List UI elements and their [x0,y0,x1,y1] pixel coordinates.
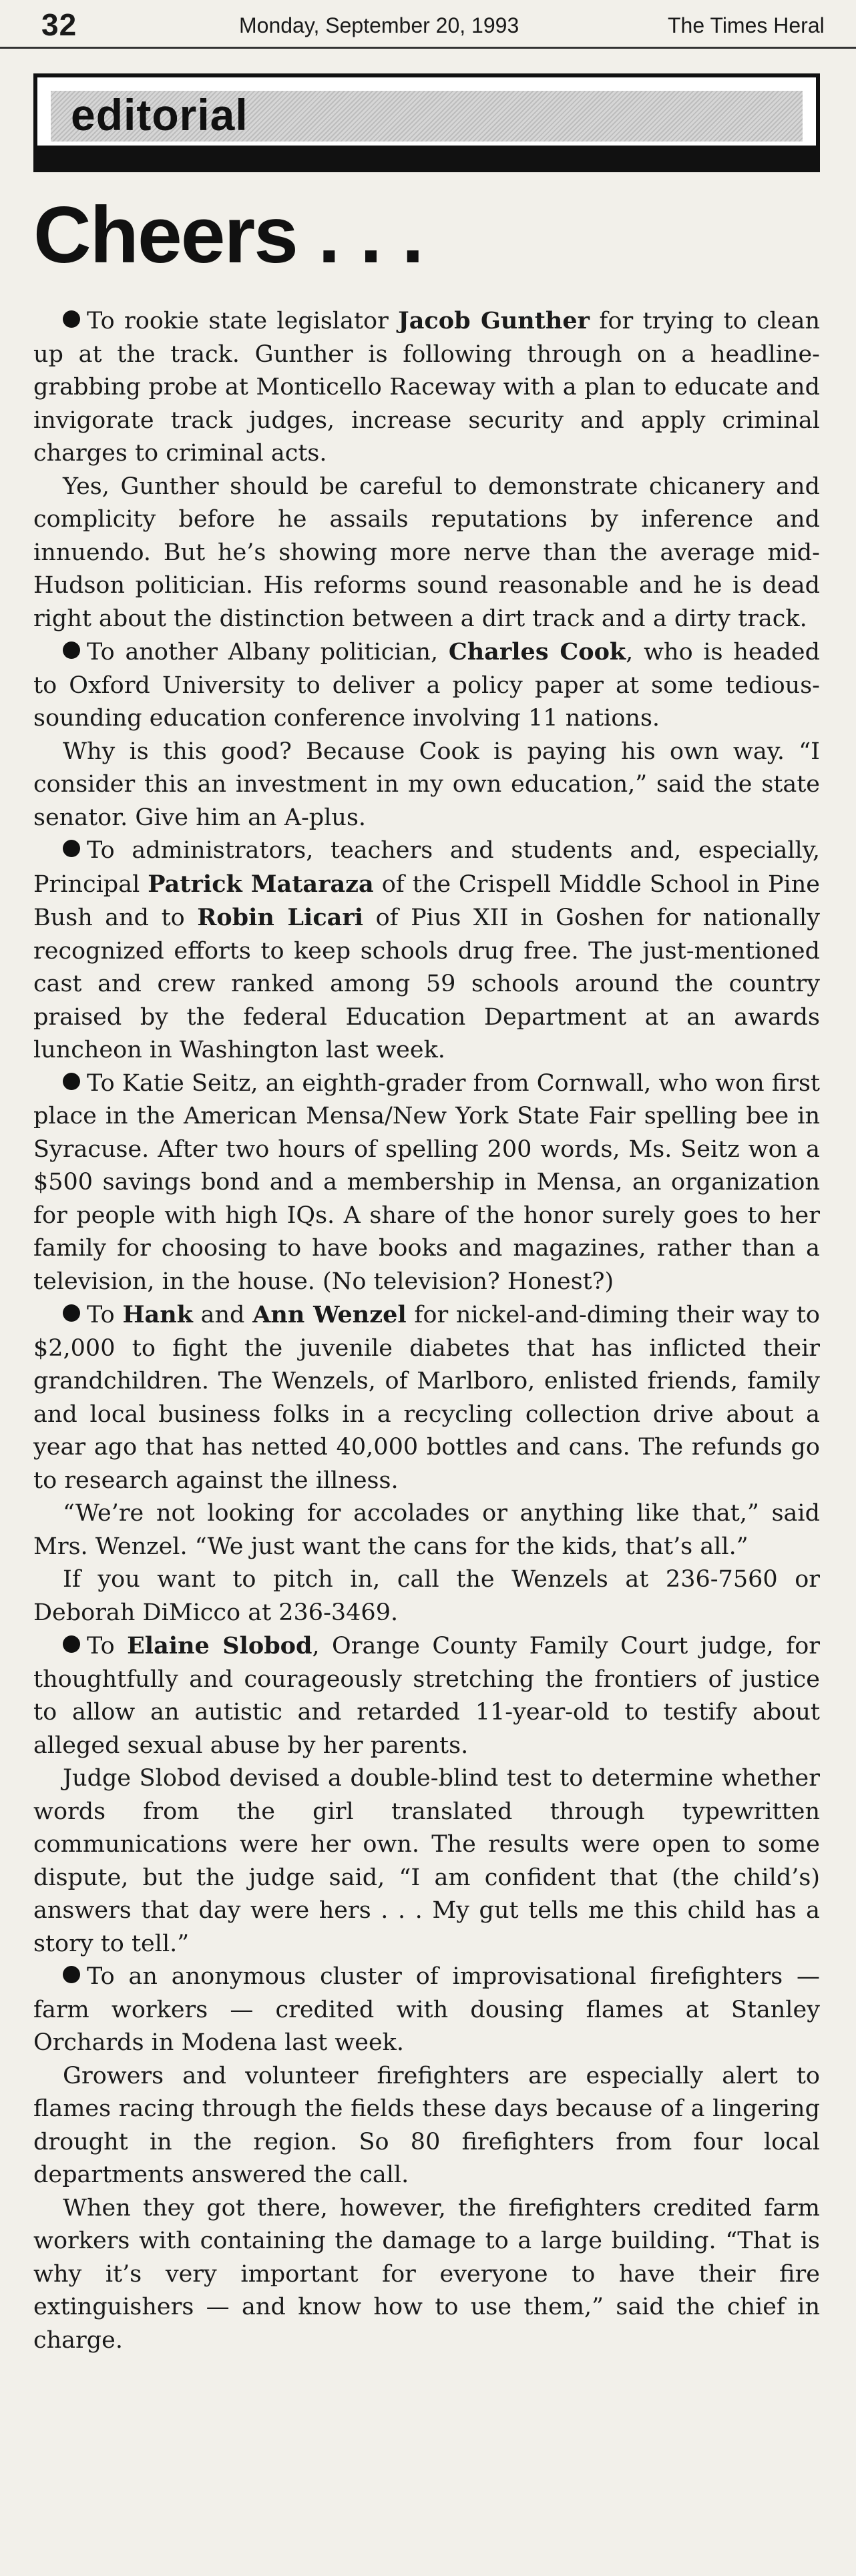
person-name: Hank [122,1301,193,1328]
paragraph: To Hank and Ann Wenzel for nickel-and-diming their way to $2,000 to fight the juvenile diabetes that has inflicted their grandchildren. The Wenzels, of Marlboro, enlisted friends, family and local business folks in a recycling collection drive about a year ago that has netted 40,000 bottles and cans. The refunds go to research against the illness. [33,1301,820,1494]
bullet-icon [63,1304,80,1322]
section-label: editorial [71,90,248,140]
bullet-icon [63,310,80,328]
paragraph: To an anonymous cluster of improvisational firefighters — farm workers — credited with dousing flames at Stanley Orchards in Modena last week. [33,1963,820,2056]
paragraph: Growers and volunteer firefighters are especially alert to flames racing through the fields these days because of a lingering drought in the region. So 80 firefighters from four local departments answered the call. [33,2062,820,2188]
bullet-icon [63,641,80,659]
paragraph: To administrators, teachers and students and, especially, Principal Patrick Mataraza of the Crispell Middle School in Pine Bush and to Robin Licari of Pius XII in Goshen for nationally recognized efforts to keep schools drug free. The just-mentioned cast and crew ranked among 59 schools around the country praised by the federal Education Department at an awards luncheon in Washington last week. [33,837,820,1063]
paragraph: To another Albany politician, Charles Cook, who is headed to Oxford University to deliver a policy paper at some tedious-sounding education conference involving 11 nations. [33,638,820,732]
paragraph: To Katie Seitz, an eighth-grader from Cornwall, who won first place in the American Mensa/New York State Fair spelling bee in Syracuse. After two hours of spelling 200 words, Ms. Seitz won a $500 savings bond and a membership in Mensa, an organization for people with high IQs. A share of the honor surely goes to her family for choosing to have books and magazines, rather than a television, in the house. (No television? Honest?) [33,1069,820,1295]
newspaper-name: The Times Heral [668,13,825,37]
paragraph: When they got there, however, the firefighters credited farm workers with containing the damage to a large building. “That is why it’s very important for everyone to have their fire extinguishers — and know how to use them,” said the chief in charge. [33,2194,820,2354]
masthead [0,0,856,49]
paragraph: Yes, Gunther should be careful to demonstrate chicanery and complicity before he assails reputations by inference and innuendo. But he’s showing more nerve than the average mid-Hudson politician. His reforms sound reasonable and he is dead right about the distinction between a dirt track and a dirty track. [33,473,820,632]
person-name: Charles Cook [448,638,626,666]
person-name: Robin Licari [197,904,364,931]
bullet-icon [63,1635,80,1653]
person-name: Ann Wenzel [252,1301,407,1328]
paragraph: To rookie state legislator Jacob Gunther for trying to clean up at the track. Gunther is following through on a headline-grabbing probe at Monticello Raceway with a plan to educate and invigorate track judges, increase security and apply criminal charges to criminal acts. [33,307,820,467]
dateline: Monday, September 20, 1993 [239,13,519,37]
person-name: Jacob Gunther [398,307,590,334]
section-banner [33,73,820,172]
bullet-icon [63,1073,80,1090]
paragraph: Judge Slobod devised a double-blind test to determine whether words from the girl translated through typewritten communications were her own. The results were open to some dispute, but the judge said, “I am confident that (the child’s) answers that day were hers . . . My gut tells me this child has a story to tell.” [33,1765,820,1957]
paragraph: If you want to pitch in, call the Wenzels at 236-7560 or Deborah DiMicco at 236-3469. [33,1566,820,1626]
bullet-icon [63,840,80,857]
paragraph: “We’re not looking for accolades or anything like that,” said Mrs. Wenzel. “We just want the cans for the kids, that’s all.” [33,1500,820,1560]
bullet-icon [63,1966,80,1983]
banner-bar [37,146,816,168]
editorial-body [33,304,820,2357]
person-name: Elaine Slobod [127,1632,312,1659]
headline: Cheers . . . [33,190,423,280]
page-number: 32 [41,7,77,42]
person-name: Patrick Mataraza [148,870,374,898]
paragraph: Why is this good? Because Cook is paying his own way. “I consider this an investment in my own education,” said the state senator. Give him an A-plus. [33,738,820,831]
paragraph: To Elaine Slobod, Orange County Family Court judge, for thoughtfully and courageously stretching the frontiers of justice to allow an autistic and retarded 11-year-old to testify about alleged sexual abuse by her parents. [33,1632,820,1759]
